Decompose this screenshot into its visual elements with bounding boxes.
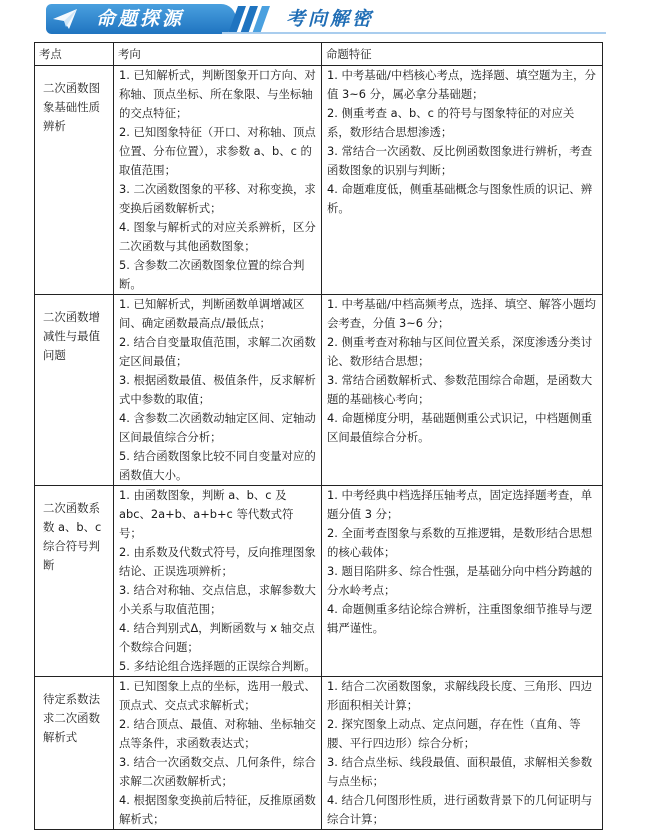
banner-tab xyxy=(46,4,236,34)
topic-cell: 二次函数系数 a、b、c 综合符号判断 xyxy=(35,486,114,677)
banner-title-left: 命题探源 xyxy=(96,8,185,30)
topic-cell: 待定系数法求二次函数解析式 xyxy=(35,677,114,830)
feature-item: 2. 全面考查图象与系数的互推逻辑，是数形结合思想的核心载体； xyxy=(327,526,593,559)
section-banner xyxy=(46,4,606,36)
banner-divider-slashes xyxy=(224,6,284,34)
feature-item: 4. 命题难度低，侧重基础概念与图象性质的识记、辨析。 xyxy=(327,182,593,215)
features-cell xyxy=(322,295,603,486)
direction-item: 3. 结合对称轴、交点信息，求解参数大小关系与取值范围； xyxy=(119,583,316,616)
feature-item: 1. 结合二次函数图象，求解线段长度、三角形、四边形面积相关计算； xyxy=(327,679,593,712)
banner-underline xyxy=(222,32,606,34)
features-cell xyxy=(322,66,603,295)
direction-item: 5. 含参数二次函数图象位置的综合判断。 xyxy=(119,258,305,291)
direction-item: 2. 已知图象特征（开口、对称轴、顶点位置、分布位置），求参数 a、b、c 的取值范围； xyxy=(119,125,316,177)
feature-item: 3. 常结合函数解析式、参数范围综合命题，是函数大题的基础核心考向； xyxy=(327,373,593,406)
direction-item: 1. 已知解析式，判断函数单调增减区间、确定函数最高点/最低点； xyxy=(119,297,305,330)
header-features: 命题特征 xyxy=(322,43,603,66)
direction-item: 3. 结合一次函数交点、几何条件，综合求解二次函数解析式； xyxy=(119,755,316,788)
banner-title-right: 考向解密 xyxy=(286,8,375,30)
direction-item: 4. 结合判别式Δ，判断函数与 x 轴交点个数综合问题； xyxy=(119,621,315,654)
direction-item: 2. 结合顶点、最值、对称轴、坐标轴交点等条件，求函数表达式； xyxy=(119,717,316,750)
direction-item: 4. 含参数二次函数动轴定区间、定轴动区间最值综合分析； xyxy=(119,411,316,444)
direction-item: 3. 二次函数图象的平移、对称变换，求变换后函数解析式； xyxy=(119,182,316,215)
features-cell xyxy=(322,486,603,677)
feature-item: 2. 侧重考查对称轴与区间位置关系，深度渗透分类讨论、数形结合思想； xyxy=(327,335,593,368)
paper-plane-icon xyxy=(52,7,78,31)
table-row xyxy=(35,486,603,677)
direction-cell xyxy=(114,677,322,830)
feature-item: 2. 探究图象上动点、定点问题，存在性（直角、等腰、平行四边形）综合分析； xyxy=(327,717,581,750)
feature-item: 4. 命题侧重多结论综合辨析，注重图象细节推导与逻辑严谨性。 xyxy=(327,602,593,635)
exam-analysis-table xyxy=(34,42,603,830)
feature-item: 3. 题目陷阱多、综合性强，是基础分向中档分跨越的分水岭考点； xyxy=(327,564,593,597)
direction-cell xyxy=(114,295,322,486)
feature-item: 4. 结合几何图形性质，进行函数背景下的几何证明与综合计算； xyxy=(327,793,593,826)
direction-item: 4. 图象与解析式的对应关系辨析，区分二次函数与其他函数图象； xyxy=(119,220,316,253)
table-row xyxy=(35,677,603,830)
direction-item: 2. 结合自变量取值范围，求解二次函数定区间最值； xyxy=(119,335,316,368)
direction-cell xyxy=(114,486,322,677)
header-direction: 考向 xyxy=(114,43,322,66)
feature-item: 4. 命题梯度分明，基础题侧重公式识记，中档题侧重区间最值综合分析。 xyxy=(327,411,593,444)
direction-item: 1. 由函数图象，判断 a、b、c 及 abc、2a+b、a+b+c 等代数式符号； xyxy=(119,488,294,540)
direction-item: 1. 已知图象上点的坐标，选用一般式、顶点式、交点式求解析式； xyxy=(119,679,316,712)
direction-item: 4. 根据图象变换前后特征，反推原函数解析式； xyxy=(119,793,316,826)
table-header-row xyxy=(35,43,603,66)
direction-cell xyxy=(114,66,322,295)
feature-item: 3. 常结合一次函数、反比例函数图象进行辨析，考查函数图象的识别与判断； xyxy=(327,144,593,177)
table-row xyxy=(35,66,603,295)
feature-item: 1. 中考基础/中档高频考点，选择、填空、解答小题均会考查，分值 3~6 分； xyxy=(327,297,596,330)
direction-item: 3. 根据函数最值、极值条件，反求解析式中参数的取值； xyxy=(119,373,316,406)
header-topic: 考点 xyxy=(35,43,114,66)
feature-item: 1. 中考基础/中档核心考点，选择题、填空题为主，分值 3~6 分，属必拿分基础题； xyxy=(327,68,596,101)
direction-item: 5. 结合函数图象比较不同自变量对应的函数值大小。 xyxy=(119,449,316,482)
feature-item: 2. 侧重考查 a、b、c 的符号与图象特征的对应关系，数形结合思想渗透； xyxy=(327,106,575,139)
topic-cell: 二次函数增减性与最值问题 xyxy=(35,295,114,486)
feature-item: 3. 结合点坐标、线段最值、面积最值，求解相关参数与点坐标； xyxy=(327,755,593,788)
table-row xyxy=(35,295,603,486)
feature-item: 1. 中考经典中档选择压轴考点，固定选择题考查，单题分值 3 分； xyxy=(327,488,593,521)
topic-cell: 二次函数图象基础性质辨析 xyxy=(35,66,114,295)
direction-item: 5. 多结论组合选择题的正误综合判断。 xyxy=(119,659,316,673)
direction-item: 1. 已知解析式，判断图象开口方向、对称轴、顶点坐标、所在象限、与坐标轴的交点特征； xyxy=(119,68,316,120)
direction-item: 2. 由系数及代数式符号，反向推理图象结论、正误选项辨析； xyxy=(119,545,316,578)
features-cell xyxy=(322,677,603,830)
